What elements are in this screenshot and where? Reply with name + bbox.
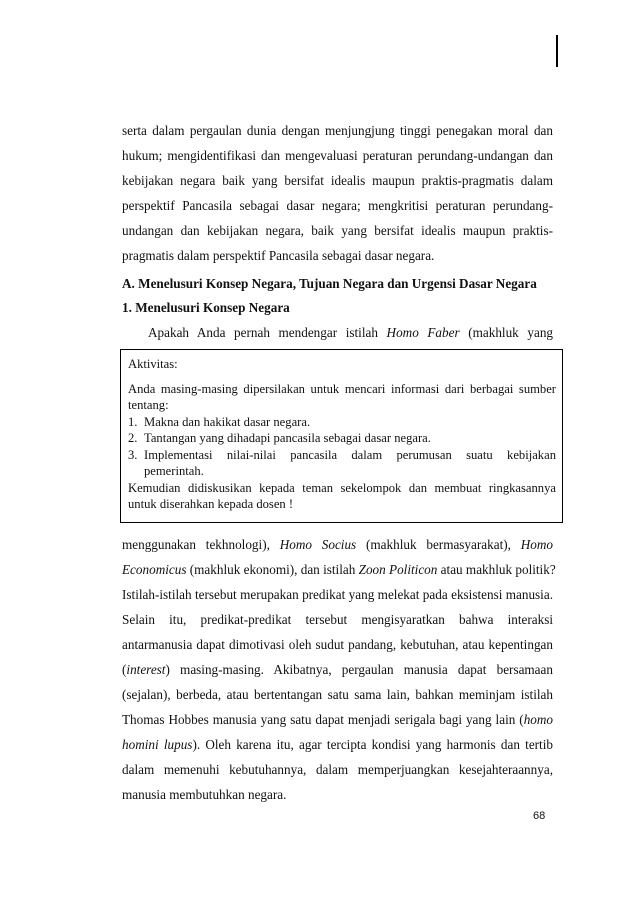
subsection-heading-1: 1. Menelusuri Konsep Negara xyxy=(122,300,290,315)
paragraph-main xyxy=(122,532,556,807)
text-line: Thomas Hobbes manusia yang satu dapat menjadi serigala bagi yang lain (homo xyxy=(122,712,553,727)
text-line: manusia membutuhkan negara. xyxy=(122,787,287,802)
text-line: dalam memenuhi kebutuhannya, dalam memperjuangkan kesejahteraannya, xyxy=(122,762,553,777)
text-line: hukum; mengidentifikasi dan mengevaluasi peraturan perundang-undangan dan xyxy=(122,148,553,163)
text-line: undangan dan kebijakan negara, baik yang bersifat idealis maupun praktis- xyxy=(122,223,553,238)
text-line: perspektif Pancasila sebagai dasar negara; mengkritisi peraturan perundang- xyxy=(122,198,553,213)
activity-intro-2: tentang: xyxy=(128,398,169,412)
text-line: homini lupus). Oleh karena itu, agar tercipta kondisi yang harmonis dan tertib xyxy=(122,737,553,752)
text-line: menggunakan tekhnologi), Homo Socius (makhluk bermasyarakat), Homo xyxy=(122,537,553,552)
text-line: antarmanusia dapat dimotivasi oleh sudut pandang, kebutuhan, atau kepentingan xyxy=(122,637,553,652)
list-item: 3. Implementasi nilai-nilai pancasila dalam perumusan suatu kebijakan pemerintah. xyxy=(128,447,556,478)
text-line: Istilah-istilah tersebut merupakan predikat yang melekat pada eksistensi manusia. xyxy=(122,587,553,602)
text-line: Selain itu, predikat-predikat tersebut mengisyaratkan bahwa interaksi xyxy=(122,612,553,627)
activity-box xyxy=(120,349,563,523)
corner-rule xyxy=(556,35,558,67)
text-line: Economicus (makhluk ekonomi), dan istilah Zoon Politicon atau makhluk politik? xyxy=(122,562,556,577)
text-line: serta dalam pergaulan dunia dengan menjungjung tinggi penegakan moral dan xyxy=(122,123,553,138)
page-number: 68 xyxy=(533,810,546,822)
intro-line xyxy=(122,320,553,345)
text-line: (interest) masing-masing. Akibatnya, pergaulan manusia dapat bersamaan xyxy=(122,662,553,677)
list-item: 1. Makna dan hakikat dasar negara. xyxy=(128,414,311,429)
section-heading-a: A. Menelusuri Konsep Negara, Tujuan Negara dan Urgensi Dasar Negara xyxy=(122,276,537,291)
activity-title: Aktivitas: xyxy=(128,357,178,371)
text-line: (sejalan), berbeda, atau bertentangan satu sama lain, bahkan meminjam istilah xyxy=(122,687,553,702)
activity-closing-2: untuk diserahkan kepada dosen ! xyxy=(128,497,294,511)
list-item: 2. Tantangan yang dihadapi pancasila sebagai dasar negara. xyxy=(128,431,431,445)
activity-intro: Anda masing-masing dipersilakan untuk mencari informasi dari berbagai sumber xyxy=(128,381,556,396)
activity-closing: Kemudian didiskusikan kepada teman sekelompok dan membuat ringkasannya xyxy=(128,480,556,495)
activity-list xyxy=(128,414,556,480)
text-line: pragmatis dalam perspektif Pancasila sebagai dasar negara. xyxy=(122,248,435,263)
text-line: Apakah Anda pernah mendengar istilah Homo Faber (makhluk yang xyxy=(148,325,554,340)
text-line: kebijakan negara baik yang bersifat idealis maupun praktis-pragmatis dalam xyxy=(122,173,553,188)
paragraph-intro xyxy=(122,118,553,268)
